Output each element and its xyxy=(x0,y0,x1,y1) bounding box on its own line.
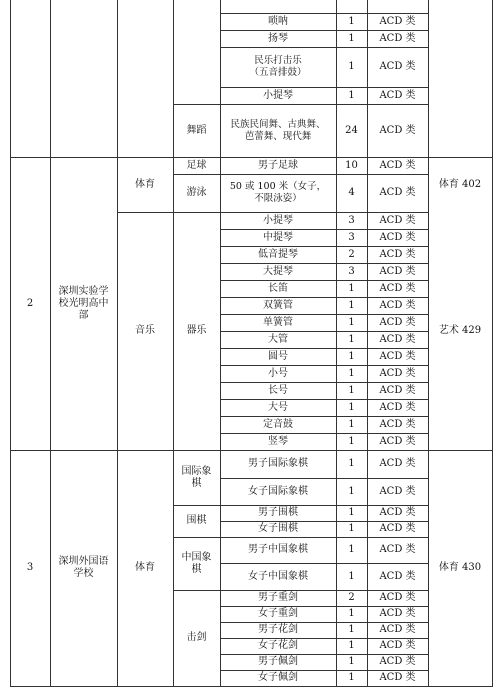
school-seq: 3 xyxy=(26,562,34,573)
count-cell: 3 xyxy=(348,231,355,243)
subcategory-cell: 游泳 xyxy=(186,187,207,198)
item-cell: 男子花剑 xyxy=(258,624,298,635)
type-cell: ACD 类 xyxy=(379,282,416,294)
type-cell: ACD 类 xyxy=(379,61,416,72)
subcategory-cell: 中国象 棋 xyxy=(181,551,212,575)
item-cell: 小提琴 xyxy=(263,89,293,101)
count-cell: 1 xyxy=(348,608,355,619)
category-cell: 体育 xyxy=(135,562,155,573)
count-cell: 1 xyxy=(348,333,355,345)
count-cell: 1 xyxy=(348,656,355,667)
item-cell: 女子重剑 xyxy=(258,608,298,619)
count-cell: 1 xyxy=(348,624,355,635)
item-cell: 女子中国象棋 xyxy=(248,570,308,582)
type-cell: ACD 类 xyxy=(379,608,416,619)
type-cell: ACD 类 xyxy=(379,15,416,27)
count-cell: 1 xyxy=(348,544,355,555)
subcategory-cell: 器乐 xyxy=(186,325,207,336)
count-cell: 1 xyxy=(348,401,355,413)
item-cell: 长笛 xyxy=(268,282,288,294)
item-cell: 男子国际象棋 xyxy=(248,458,308,469)
count-cell: 10 xyxy=(345,159,358,171)
school-name: 深圳外国语 学校 xyxy=(58,556,109,579)
item-cell: 小提琴 xyxy=(263,214,293,226)
item-cell: 定音鼓 xyxy=(263,418,293,430)
item-cell: 男子重剑 xyxy=(258,592,298,603)
type-cell: ACD 类 xyxy=(379,367,416,379)
subcategory-cell: 围棋 xyxy=(186,515,207,526)
type-cell: ACD 类 xyxy=(379,384,416,396)
item-cell: 民乐打击乐 （五音排鼓） xyxy=(249,55,307,78)
count-cell: 1 xyxy=(348,458,355,469)
count-cell: 1 xyxy=(348,507,355,518)
type-cell: ACD 类 xyxy=(379,672,416,683)
item-cell: 男子围棋 xyxy=(258,507,298,518)
item-cell: 长号 xyxy=(268,384,288,396)
type-cell: ACD 类 xyxy=(379,640,416,651)
table-border xyxy=(10,686,492,687)
type-cell: ACD 类 xyxy=(379,124,416,136)
type-cell: ACD 类 xyxy=(379,624,416,635)
count-cell: 1 xyxy=(348,61,355,72)
type-cell: ACD 类 xyxy=(379,656,416,667)
subcategory-cell: 舞蹈 xyxy=(186,124,207,136)
count-cell: 1 xyxy=(348,640,355,651)
count-cell: 1 xyxy=(348,32,355,44)
count-cell: 1 xyxy=(348,316,355,328)
item-cell: 男子中国象棋 xyxy=(248,544,308,555)
item-cell: 男子足球 xyxy=(258,159,298,171)
count-cell: 1 xyxy=(348,672,355,683)
type-cell: ACD 类 xyxy=(379,401,416,413)
count-cell: 1 xyxy=(348,89,355,101)
code-cell: 体育 402 xyxy=(438,178,482,190)
item-cell: 低音提琴 xyxy=(258,248,298,260)
type-cell: ACD 类 xyxy=(379,435,416,447)
type-cell: ACD 类 xyxy=(379,187,416,198)
type-cell: ACD 类 xyxy=(379,316,416,328)
type-cell: ACD 类 xyxy=(379,418,416,430)
item-cell: 女子佩剑 xyxy=(258,672,298,683)
count-cell: 2 xyxy=(348,248,355,260)
type-cell: ACD 类 xyxy=(379,89,416,101)
school-name: 深圳实验学 校光明高中 部 xyxy=(58,285,109,321)
count-cell: 1 xyxy=(348,350,355,362)
item-cell: 女子国际象棋 xyxy=(248,485,308,497)
type-cell: ACD 类 xyxy=(379,265,416,277)
type-cell: ACD 类 xyxy=(379,507,416,518)
type-cell: ACD 类 xyxy=(379,570,416,582)
count-cell: 1 xyxy=(348,485,355,497)
category-cell: 音乐 xyxy=(135,325,155,336)
item-cell: 大号 xyxy=(268,401,288,413)
count-cell: 1 xyxy=(348,282,355,294)
count-cell: 1 xyxy=(348,523,355,534)
item-cell: 单簧管 xyxy=(263,316,293,328)
count-cell: 1 xyxy=(348,435,355,447)
count-cell: 2 xyxy=(348,592,355,603)
item-cell: 小号 xyxy=(268,367,288,379)
type-cell: ACD 类 xyxy=(379,350,416,362)
type-cell: ACD 类 xyxy=(379,544,416,555)
count-cell: 1 xyxy=(348,299,355,311)
type-cell: ACD 类 xyxy=(379,523,416,534)
subcategory-cell: 击剑 xyxy=(186,632,207,643)
school-seq: 2 xyxy=(26,297,34,309)
item-cell: 50 或 100 米（女子， 不限泳姿） xyxy=(229,181,327,204)
item-cell: 女子围棋 xyxy=(258,523,298,534)
type-cell: ACD 类 xyxy=(379,299,416,311)
type-cell: ACD 类 xyxy=(379,333,416,345)
count-cell: 4 xyxy=(348,187,355,198)
table-border xyxy=(492,0,493,687)
item-cell: 唢呐 xyxy=(268,15,288,27)
count-cell: 24 xyxy=(345,124,358,136)
item-cell: 男子佩剑 xyxy=(258,656,298,667)
type-cell: ACD 类 xyxy=(379,248,416,260)
type-cell: ACD 类 xyxy=(379,214,416,226)
type-cell: ACD 类 xyxy=(379,592,416,603)
subcategory-cell: 足球 xyxy=(186,159,207,171)
type-cell: ACD 类 xyxy=(379,32,416,44)
count-cell: 1 xyxy=(348,384,355,396)
count-cell: 1 xyxy=(348,418,355,430)
count-cell: 1 xyxy=(348,367,355,379)
item-cell: 民族民间舞、古典舞、 芭蕾舞、现代舞 xyxy=(230,118,326,142)
count-cell: 3 xyxy=(348,265,355,277)
type-cell: ACD 类 xyxy=(379,159,416,171)
item-cell: 大提琴 xyxy=(263,265,293,277)
item-cell: 中提琴 xyxy=(263,231,293,243)
count-cell: 1 xyxy=(348,15,355,27)
item-cell: 圆号 xyxy=(268,350,288,362)
code-cell: 艺术 429 xyxy=(438,325,482,336)
item-cell: 竖琴 xyxy=(268,435,288,447)
code-cell: 体育 430 xyxy=(438,562,482,573)
type-cell: ACD 类 xyxy=(379,458,416,469)
count-cell: 1 xyxy=(348,570,355,582)
type-cell: ACD 类 xyxy=(379,231,416,243)
item-cell: 双簧管 xyxy=(263,299,293,311)
count-cell: 3 xyxy=(348,214,355,226)
item-cell: 大管 xyxy=(268,333,288,345)
type-cell: ACD 类 xyxy=(379,485,416,497)
item-cell: 女子花剑 xyxy=(258,640,298,651)
subcategory-cell: 国际象 棋 xyxy=(181,465,212,489)
category-cell: 体育 xyxy=(135,178,155,190)
item-cell: 扬琴 xyxy=(268,32,288,44)
